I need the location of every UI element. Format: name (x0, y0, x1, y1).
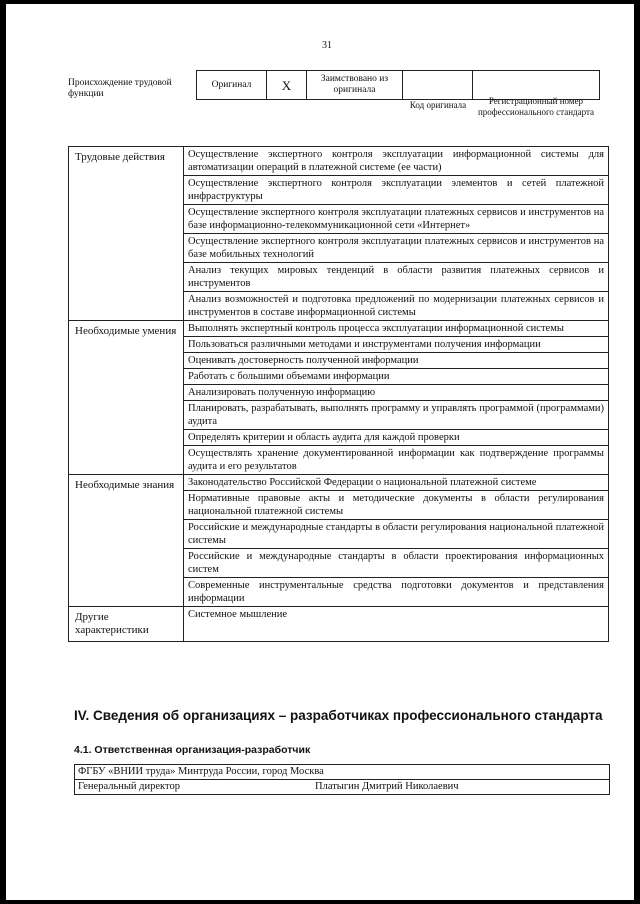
table-row: Осуществление экспертного контроля эксплуатации платежных сервисов и инструментов на базе мобильных технологий (184, 234, 608, 263)
org-head-row (75, 779, 609, 794)
table-row: Российские и международные стандарты в области регулирования национальной платежной системы (184, 520, 608, 549)
group-items (184, 475, 609, 606)
table-row: Нормативные правовые акты и методические документы в области регулирования национальной платежной системы (184, 491, 608, 520)
table-group (69, 607, 609, 642)
functions-table (68, 146, 609, 642)
table-row: Пользоваться различными методами и инструментами получения информации (184, 337, 608, 353)
table-group (69, 147, 609, 321)
table-row: Осуществление экспертного контроля эксплуатации информационной системы для автоматизации операций в платежной системе (ее части) (184, 147, 608, 176)
table-group (69, 321, 609, 475)
section-heading: IV. Сведения об организациях – разработчиках профессионального стандарта (74, 708, 603, 723)
group-items (184, 607, 609, 641)
page-number: 31 (322, 40, 332, 51)
head-name: Платыгин Дмитрий Николаевич (315, 781, 459, 792)
document-page (6, 4, 634, 900)
table-row: Осуществление экспертного контроля эксплуатации элементов и сетей платежной инфраструктуры (184, 176, 608, 205)
table-row: Системное мышление (188, 609, 288, 620)
org-name: ФГБУ «ВНИИ труда» Минтруда России, город Москва (78, 766, 324, 777)
table-row: Анализ возможностей и подготовка предложений по модернизации платежных сервисов и инструментов в составе информационной системы (188, 294, 604, 318)
section-subheading: 4.1. Ответственная организация-разработчик (74, 744, 311, 756)
group-title: Необходимые умения (69, 321, 184, 474)
origin-cell-mark: X (267, 71, 307, 99)
table-row: Российские и международные стандарты в области проектирования информационных систем (184, 549, 608, 578)
table-group (69, 475, 609, 607)
group-items (184, 321, 609, 474)
table-row: Современные инструментальные средства подготовки документов и представления информации (188, 580, 604, 604)
group-items (184, 147, 609, 320)
table-row: Анализ текущих мировых тенденций в области развития платежных сервисов и инструментов (184, 263, 608, 292)
code-label: Код оригинала (409, 100, 467, 110)
origin-cell-reg (473, 71, 599, 99)
table-row: Осуществлять хранение документированной информации как подтверждение программы аудита и его результатов (188, 448, 604, 472)
origin-cell-code (403, 71, 473, 99)
table-row: Оценивать достоверность полученной информации (184, 353, 608, 369)
reg-number-label: Регистрационный номер профессионального стандарта (477, 96, 595, 117)
origin-cell-borrowed: Заимствовано из оригинала (307, 71, 403, 99)
table-row: Анализировать полученную информацию (184, 385, 608, 401)
table-row: Планировать, разрабатывать, выполнять программу и управлять программой (программами) аудита (184, 401, 608, 430)
origin-cell-original: Оригинал (197, 71, 267, 99)
origin-label: Происхождение трудовой функции (68, 78, 172, 99)
table-row: Осуществление экспертного контроля эксплуатации платежных сервисов и инструментов на базе информационно-телекоммуникационной сети «Интернет» (184, 205, 608, 234)
org-name-row (75, 765, 609, 779)
org-table (74, 764, 610, 795)
table-row: Выполнять экспертный контроль процесса эксплуатации информационной системы (184, 321, 608, 337)
table-row: Определять критерии и область аудита для каждой проверки (184, 430, 608, 446)
table-row: Работать с большими объемами информации (184, 369, 608, 385)
head-position: Генеральный директор (78, 781, 180, 792)
group-title: Трудовые действия (69, 147, 184, 320)
table-row: Законодательство Российской Федерации о национальной платежной системе (184, 475, 608, 491)
group-title: Другие характеристики (69, 607, 184, 641)
group-title: Необходимые знания (69, 475, 184, 606)
